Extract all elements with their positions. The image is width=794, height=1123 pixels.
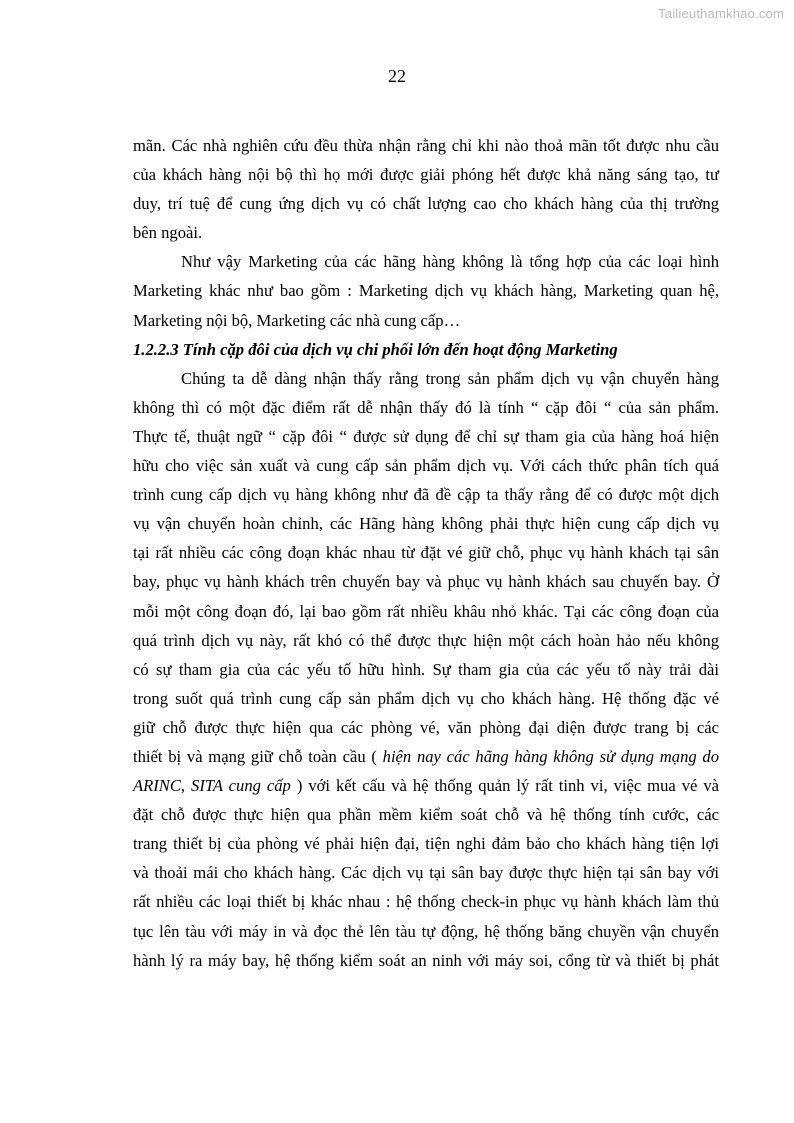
text-line: đặt chỗ được thực hiện qua phần mềm kiểm soát chỗ và hệ thống tính cước, các bbox=[133, 805, 719, 825]
text-line: hành lý ra máy bay, hệ thống kiểm soát an ninh với máy soi, cổng từ và thiết bị phát bbox=[133, 950, 719, 970]
text-line: tục lên tàu với máy in và đọc thẻ lên tàu tự động, hệ thống băng chuyền vận chuyển bbox=[133, 921, 719, 941]
italic-text-segment: ARINC, SITA cung cấp bbox=[133, 776, 291, 796]
text-line: rất nhiều các loại thiết bị khác nhau : hệ thống check-in phục vụ hành khách làm thủ bbox=[133, 892, 719, 912]
text-segment: thiết bị và mạng giữ chỗ toàn cầu ( bbox=[133, 746, 383, 766]
text-line: Như vậy Marketing của các hãng hàng không là tổng hợp của các loại hình bbox=[181, 252, 719, 272]
document-body bbox=[133, 131, 719, 975]
text-line: trong suốt quá trình cung cấp sản phẩm dịch vụ cho khách hàng. Hệ thống đặc vé bbox=[133, 688, 719, 708]
text-line: vụ vận chuyển hoàn chỉnh, các Hãng hàng không phải thực hiện cung cấp dịch vụ bbox=[133, 514, 719, 534]
text-line: và thoải mái cho khách hàng. Các dịch vụ tại sân bay được thực hiện tại sân bay với bbox=[133, 863, 719, 883]
text-line: Marketing nội bộ, Marketing các nhà cung cấp… bbox=[133, 310, 461, 330]
text-line: Thực tế, thuật ngữ “ cặp đôi “ được sử dụng để chỉ sự tham gia của hàng hoá hiện bbox=[133, 426, 719, 446]
text-line: duy, trí tuệ để cung ứng dịch vụ có chất lượng cao cho khách hàng của thị trường bbox=[133, 194, 719, 214]
watermark: Tailieuthamkhao.com bbox=[658, 6, 784, 21]
text-line: trình cung cấp dịch vụ hàng không như đã đề cập ta thấy rằng để có được một dịch bbox=[133, 485, 719, 505]
text-line: quá trình dịch vụ này, rất khó có thể được thực hiện một cách hoàn hảo nếu không bbox=[133, 630, 719, 650]
text-line: mãn. Các nhà nghiên cứu đều thừa nhận rằng chỉ khi nào thoả mãn tốt được nhu cầu bbox=[133, 136, 719, 155]
text-line: không thì có một đặc điểm rất dễ nhận thấy đó là tính “ cặp đôi “ của sản phẩm. bbox=[133, 397, 719, 417]
text-line: trang thiết bị của phòng vé phải hiện đại, tiện nghi đảm bảo cho khách hàng tiện lợi bbox=[133, 834, 719, 854]
text-line: tại rất nhiều các công đoạn khác nhau từ đặt vé giữ chỗ, phục vụ hành khách tại sân bbox=[133, 543, 719, 563]
text-line: giữ chỗ được thực hiện qua các phòng vé, văn phòng đại diện được trang bị các bbox=[133, 717, 719, 737]
text-line: của khách hàng nội bộ thì họ mới được giải phóng hết được khả năng sáng tạo, tư bbox=[133, 165, 719, 185]
text-line bbox=[133, 771, 719, 800]
text-line: bên ngoài. bbox=[133, 223, 203, 243]
text-segment: ) với kết cấu và hệ thống quản lý rất tinh vi, việc mua vé và bbox=[290, 776, 719, 796]
text-line: có sự tham gia của các yếu tố hữu hình. Sự tham gia của các yếu tố này trải dài bbox=[133, 659, 719, 679]
page-number: 22 bbox=[388, 66, 406, 86]
text-line: Chúng ta dễ dàng nhận thấy rằng trong sản phẩm dịch vụ vận chuyển hàng bbox=[181, 368, 719, 388]
text-line: bay, phục vụ hành khách trên chuyến bay và phục vụ hành khách sau chuyến bay. Ở bbox=[133, 572, 719, 592]
text-line: Marketing khác như bao gồm : Marketing dịch vụ khách hàng, Marketing quan hệ, bbox=[133, 281, 719, 301]
text-line: mỗi một công đoạn đó, lại bao gồm rất nhiều khâu nhỏ khác. Tại các công đoạn của bbox=[133, 601, 719, 621]
text-line bbox=[133, 742, 719, 771]
text-line: hữu cho việc sản xuất và cung cấp sản phẩm dịch vụ. Với cách thức phân tích quá bbox=[133, 456, 719, 476]
italic-text-segment: hiện nay các hãng hàng không sử dụng mạng do bbox=[382, 746, 720, 766]
section-heading: 1.2.2.3 Tính cặp đôi của dịch vụ chi phối lớn đến hoạt động Marketing bbox=[133, 339, 618, 359]
